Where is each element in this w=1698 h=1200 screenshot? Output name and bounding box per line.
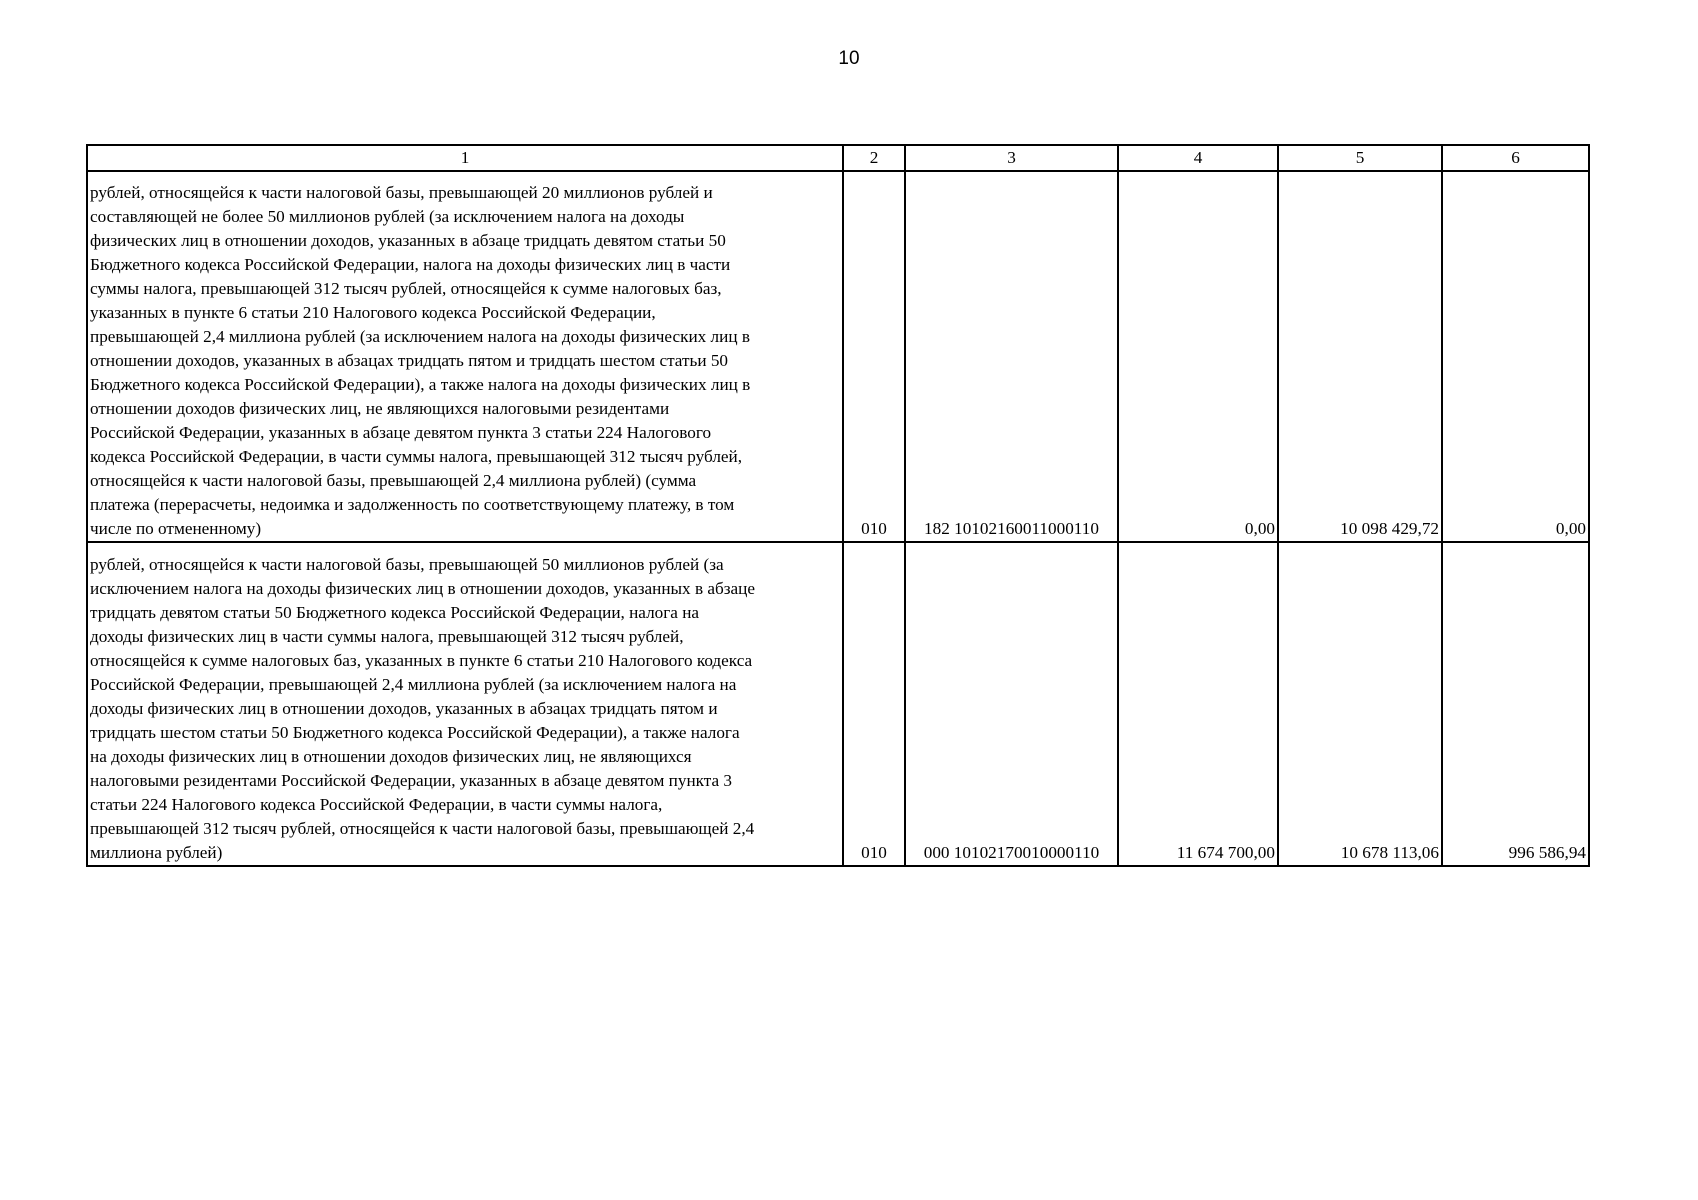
row-col6-value: 0,00 (1442, 171, 1589, 542)
header-col-1: 1 (87, 145, 843, 171)
header-col-4: 4 (1118, 145, 1278, 171)
row-col4-value: 11 674 700,00 (1118, 542, 1278, 866)
table-row (87, 542, 1589, 866)
row-description: рублей, относящейся к части налоговой базы, превышающей 20 миллионов рублей и составляющей не более 50 миллионов рублей (за исключением налога на доходы физических лиц в отношении доходов, указанных в абзаце тридцать девятом статьи 50 Бюджетного кодекса Российской Федерации, налога на доходы физических лиц в части суммы налога, превышающей 312 тысяч рублей, относящейся к сумме налоговых баз, указанных в пункте 6 статьи 210 Налогового кодекса Российской Федерации, превышающей 2,4 миллиона рублей (за исключением налога на доходы физических лиц в отношении доходов, указанных в абзацах тридцать пятом и тридцать шестом статьи 50 Бюджетного кодекса Российской Федерации), а также налога на доходы физических лиц в отношении доходов физических лиц, не являющихся налоговыми резидентами Российской Федерации, указанных в абзаце девятом пункта 3 статьи 224 Налогового кодекса Российской Федерации, в части суммы налога, превышающей 312 тысяч рублей, относящейся к части налоговой базы, превышающей 2,4 миллиона рублей) (сумма платежа (перерасчеты, недоимка и задолженность по соответствующему платежу, в том числе по отмененному) (90, 183, 751, 538)
header-col-2: 2 (843, 145, 905, 171)
row-line-code: 010 (843, 542, 905, 866)
report-table (86, 144, 1590, 867)
table-header-row (87, 145, 1589, 171)
row-col5-value: 10 678 113,06 (1278, 542, 1442, 866)
row-line-code: 010 (843, 171, 905, 542)
row-col4-value: 0,00 (1118, 171, 1278, 542)
header-col-6: 6 (1442, 145, 1589, 171)
row-description-cell (87, 542, 843, 866)
page-number: 10 (838, 48, 860, 69)
header-col-3: 3 (905, 145, 1118, 171)
header-col-5: 5 (1278, 145, 1442, 171)
row-col6-value: 996 586,94 (1442, 542, 1589, 866)
row-description: рублей, относящейся к части налоговой базы, превышающей 50 миллионов рублей (за исключением налога на доходы физических лиц в отношении доходов, указанных в абзаце тридцать девятом статьи 50 Бюджетного кодекса Российской Федерации, налога на доходы физических лиц в части суммы налога, превышающей 312 тысяч рублей, относящейся к сумме налоговых баз, указанных в пункте 6 статьи 210 Налогового кодекса Российской Федерации, превышающей 2,4 миллиона рублей (за исключением налога на доходы физических лиц в отношении доходов, указанных в абзацах тридцать пятом и тридцать шестом статьи 50 Бюджетного кодекса Российской Федерации), а также налога на доходы физических лиц в отношении доходов физических лиц, не являющихся налоговыми резидентами Российской Федерации, указанных в абзаце девятом пункта 3 статьи 224 Налогового кодекса Российской Федерации, в части суммы налога, превышающей 312 тысяч рублей, относящейся к части налоговой базы, превышающей 2,4 миллиона рублей) (90, 555, 755, 862)
table-row (87, 171, 1589, 542)
row-budget-code: 182 10102160011000110 (905, 171, 1118, 542)
row-col5-value: 10 098 429,72 (1278, 171, 1442, 542)
row-budget-code: 000 10102170010000110 (905, 542, 1118, 866)
row-description-cell (87, 171, 843, 542)
